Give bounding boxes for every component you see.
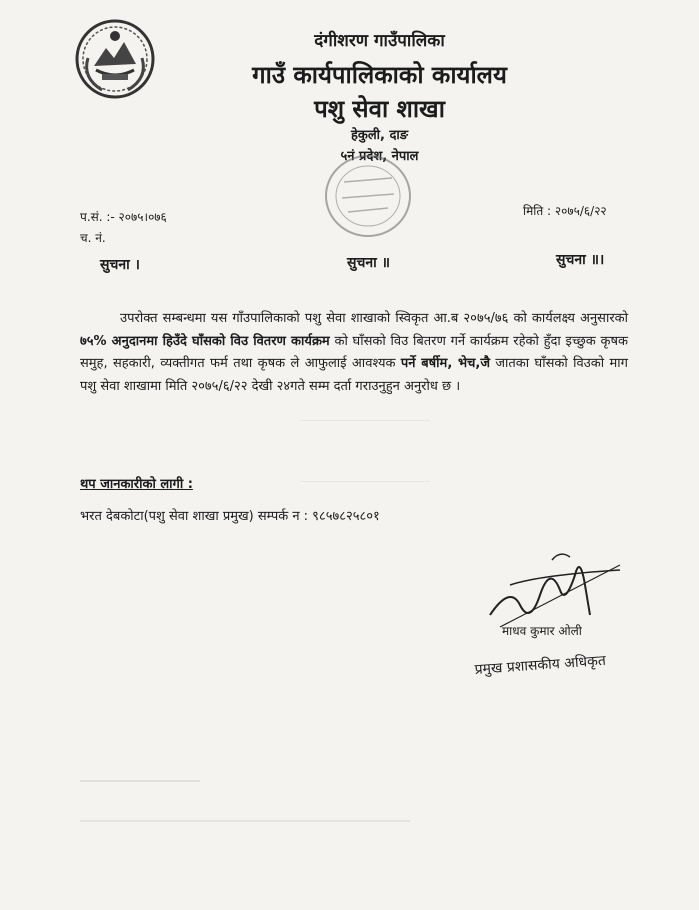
office-stamp-icon — [322, 152, 414, 240]
notice-body — [80, 308, 628, 398]
notice-heading-3: सुचना ॥। — [556, 252, 605, 268]
bleed-through-mark — [300, 420, 430, 482]
bleed-through-line — [80, 820, 410, 822]
branch-title: पशु सेवा शाखा — [314, 95, 445, 123]
letter-date: मिति : २०७५/६/२२ — [523, 204, 607, 218]
body-text-2: को घाँसको विउ बितरण गर्ने कार्यक्रम रहेको हुँदा इच्छुक कृषक समुह, सहकारी, व्यक्तीगत फर्म तथा कृषक ले आफुलाई आवश्यक — [80, 333, 628, 371]
office-province: ५नं प्रदेश, नेपाल — [340, 149, 419, 164]
office-title: गाउँ कार्यपालिकाको कार्यालय — [252, 61, 507, 89]
notice-heading-1: सुचना । — [100, 257, 140, 273]
body-text-1: उपरोक्त सम्बन्धमा यस गाँउपालिकाको पशु सेवा शाखाको स्विकृत आ.ब २०७५/७६ को कार्यलक्ष्य अनुसारको — [120, 311, 628, 326]
office-location: हेकुली, दाङ — [350, 128, 409, 143]
notice-heading-2: सुचना ॥ — [347, 255, 391, 271]
signatory-name: माधव कुमार ओली — [502, 624, 582, 638]
dispatch-number: च. नं. — [80, 231, 106, 245]
body-bold-2: पर्ने बर्षीम, भेच,जै — [400, 356, 490, 371]
reference-number: प.सं. :- २०७५।०७६ — [80, 210, 167, 224]
more-info-heading: थप जानकारीको लागी : — [80, 477, 193, 492]
body-text-3: जातका घाँसको विउको माग पशु सेवा शाखामा मिति २०७५/६/२२ देखी २४गते सम्म दर्ता गराउनुहुन अनुरोध छ । — [80, 356, 628, 394]
municipality-name: दंगीशरण गाउँपालिका — [314, 31, 445, 51]
contact-line: भरत देबकोटा(पशु सेवा शाखा प्रमुख) सम्पर्क न : ९८५७८२५८०१ — [80, 509, 380, 524]
bleed-through-line — [80, 780, 200, 782]
body-bold-1: ७५% अनुदानमा हिउँदे घाँसको विउ वितरण कार्यक्रम — [80, 333, 330, 349]
signatory-designation: प्रमुख प्रशासकीय अधिकृत — [474, 652, 607, 678]
